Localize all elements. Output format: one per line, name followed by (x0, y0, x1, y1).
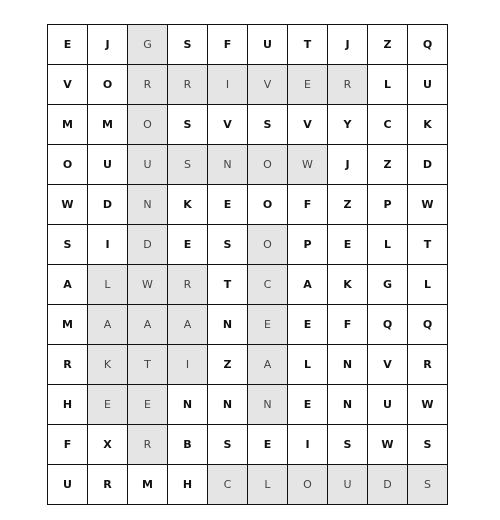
grid-cell[interactable]: A (128, 305, 168, 345)
grid-cell[interactable]: O (128, 105, 168, 145)
grid-cell[interactable]: O (248, 185, 288, 225)
grid-cell[interactable]: V (248, 65, 288, 105)
grid-cell[interactable]: N (328, 385, 368, 425)
grid-cell[interactable]: W (128, 265, 168, 305)
grid-cell[interactable]: E (128, 385, 168, 425)
grid-cell[interactable]: T (208, 265, 248, 305)
grid-cell[interactable]: K (328, 265, 368, 305)
grid-cell[interactable]: E (328, 225, 368, 265)
grid-cell[interactable]: I (88, 225, 128, 265)
grid-cell[interactable]: U (408, 65, 448, 105)
grid-cell[interactable]: E (208, 185, 248, 225)
grid-cell[interactable]: O (48, 145, 88, 185)
grid-cell[interactable]: U (368, 385, 408, 425)
grid-cell[interactable]: N (208, 305, 248, 345)
grid-cell[interactable]: Z (328, 185, 368, 225)
grid-cell[interactable]: W (408, 385, 448, 425)
grid-cell[interactable]: R (408, 345, 448, 385)
grid-cell[interactable]: N (208, 145, 248, 185)
grid-cell[interactable]: K (168, 185, 208, 225)
grid-cell[interactable]: F (208, 25, 248, 65)
grid-cell[interactable]: S (168, 145, 208, 185)
grid-cell[interactable]: A (288, 265, 328, 305)
grid-cell[interactable]: O (88, 65, 128, 105)
grid-cell[interactable]: U (328, 465, 368, 505)
grid-cell[interactable]: G (368, 265, 408, 305)
grid-cell[interactable]: I (288, 425, 328, 465)
grid-cell[interactable]: N (248, 385, 288, 425)
grid-cell[interactable]: L (368, 65, 408, 105)
grid-cell[interactable]: U (128, 145, 168, 185)
grid-cell[interactable]: X (88, 425, 128, 465)
grid-cell[interactable]: D (408, 145, 448, 185)
grid-cell[interactable]: V (48, 65, 88, 105)
grid-cell[interactable]: E (168, 225, 208, 265)
grid-cell[interactable]: E (248, 425, 288, 465)
grid-cell[interactable]: T (288, 25, 328, 65)
grid-cell[interactable]: W (48, 185, 88, 225)
grid-cell[interactable]: R (48, 345, 88, 385)
grid-cell[interactable]: L (408, 265, 448, 305)
grid-cell[interactable]: M (48, 105, 88, 145)
grid-cell[interactable]: Z (368, 25, 408, 65)
grid-cell[interactable]: O (248, 145, 288, 185)
grid-cell[interactable]: D (368, 465, 408, 505)
grid-cell[interactable]: N (328, 345, 368, 385)
grid-cell[interactable]: M (88, 105, 128, 145)
grid-cell[interactable]: F (288, 185, 328, 225)
grid-cell[interactable]: Q (368, 305, 408, 345)
grid-cell[interactable]: G (128, 25, 168, 65)
grid-cell[interactable]: M (128, 465, 168, 505)
grid-cell[interactable]: L (368, 225, 408, 265)
grid-cell[interactable]: L (288, 345, 328, 385)
grid-cell[interactable]: Q (408, 25, 448, 65)
grid-cell[interactable]: E (288, 65, 328, 105)
grid-cell[interactable]: Q (408, 305, 448, 345)
grid-cell[interactable]: B (168, 425, 208, 465)
grid-cell[interactable]: U (88, 145, 128, 185)
grid-cell[interactable]: T (408, 225, 448, 265)
grid-cell[interactable]: R (128, 425, 168, 465)
grid-cell[interactable]: Z (208, 345, 248, 385)
grid-cell[interactable]: A (48, 265, 88, 305)
grid-cell[interactable]: M (48, 305, 88, 345)
grid-cell[interactable]: C (368, 105, 408, 145)
grid-cell[interactable]: D (128, 225, 168, 265)
grid-cell[interactable]: I (208, 65, 248, 105)
grid-cell[interactable]: W (408, 185, 448, 225)
grid-cell[interactable]: C (208, 465, 248, 505)
grid-cell[interactable]: J (328, 145, 368, 185)
grid-cell[interactable]: W (288, 145, 328, 185)
grid-cell[interactable]: E (248, 305, 288, 345)
grid-cell[interactable]: S (168, 25, 208, 65)
grid-cell[interactable]: R (328, 65, 368, 105)
grid-cell[interactable]: E (88, 385, 128, 425)
grid-cell[interactable]: P (288, 225, 328, 265)
grid-cell[interactable]: J (328, 25, 368, 65)
grid-cell[interactable]: R (168, 65, 208, 105)
grid-cell[interactable]: H (168, 465, 208, 505)
grid-cell[interactable]: R (128, 65, 168, 105)
grid-cell[interactable]: T (128, 345, 168, 385)
grid-cell[interactable]: L (248, 465, 288, 505)
grid-cell[interactable]: Y (328, 105, 368, 145)
grid-cell[interactable]: J (88, 25, 128, 65)
grid-cell[interactable]: S (328, 425, 368, 465)
grid-cell[interactable]: K (88, 345, 128, 385)
grid-cell[interactable]: E (288, 305, 328, 345)
grid-cell[interactable]: U (48, 465, 88, 505)
grid-cell[interactable]: N (168, 385, 208, 425)
grid-cell[interactable]: S (248, 105, 288, 145)
grid-cell[interactable]: P (368, 185, 408, 225)
grid-cell[interactable]: H (48, 385, 88, 425)
grid-cell[interactable]: S (168, 105, 208, 145)
grid-cell[interactable]: S (208, 425, 248, 465)
grid-cell[interactable]: O (248, 225, 288, 265)
grid-cell[interactable]: V (208, 105, 248, 145)
grid-cell[interactable]: S (48, 225, 88, 265)
grid-cell[interactable]: F (48, 425, 88, 465)
word-search-grid (47, 24, 448, 505)
grid-cell[interactable]: K (408, 105, 448, 145)
grid-cell[interactable]: R (88, 465, 128, 505)
grid-cell[interactable]: S (408, 465, 448, 505)
grid-cell[interactable]: A (248, 345, 288, 385)
grid-cell[interactable]: D (88, 185, 128, 225)
grid-cell[interactable]: F (328, 305, 368, 345)
grid-cell[interactable]: A (88, 305, 128, 345)
grid-cell[interactable]: S (208, 225, 248, 265)
grid-cell[interactable]: A (168, 305, 208, 345)
grid-cell[interactable]: V (368, 345, 408, 385)
grid-cell[interactable]: I (168, 345, 208, 385)
grid-cell[interactable]: Z (368, 145, 408, 185)
grid-cell[interactable]: L (88, 265, 128, 305)
grid-cell[interactable]: V (288, 105, 328, 145)
grid-cell[interactable]: O (288, 465, 328, 505)
grid-cell[interactable]: U (248, 25, 288, 65)
grid-cell[interactable]: E (288, 385, 328, 425)
grid-cell[interactable]: S (408, 425, 448, 465)
grid-cell[interactable]: W (368, 425, 408, 465)
grid-cell[interactable]: N (128, 185, 168, 225)
grid-cell[interactable]: E (48, 25, 88, 65)
grid-cell[interactable]: C (248, 265, 288, 305)
grid-cell[interactable]: N (208, 385, 248, 425)
grid-cell[interactable]: R (168, 265, 208, 305)
